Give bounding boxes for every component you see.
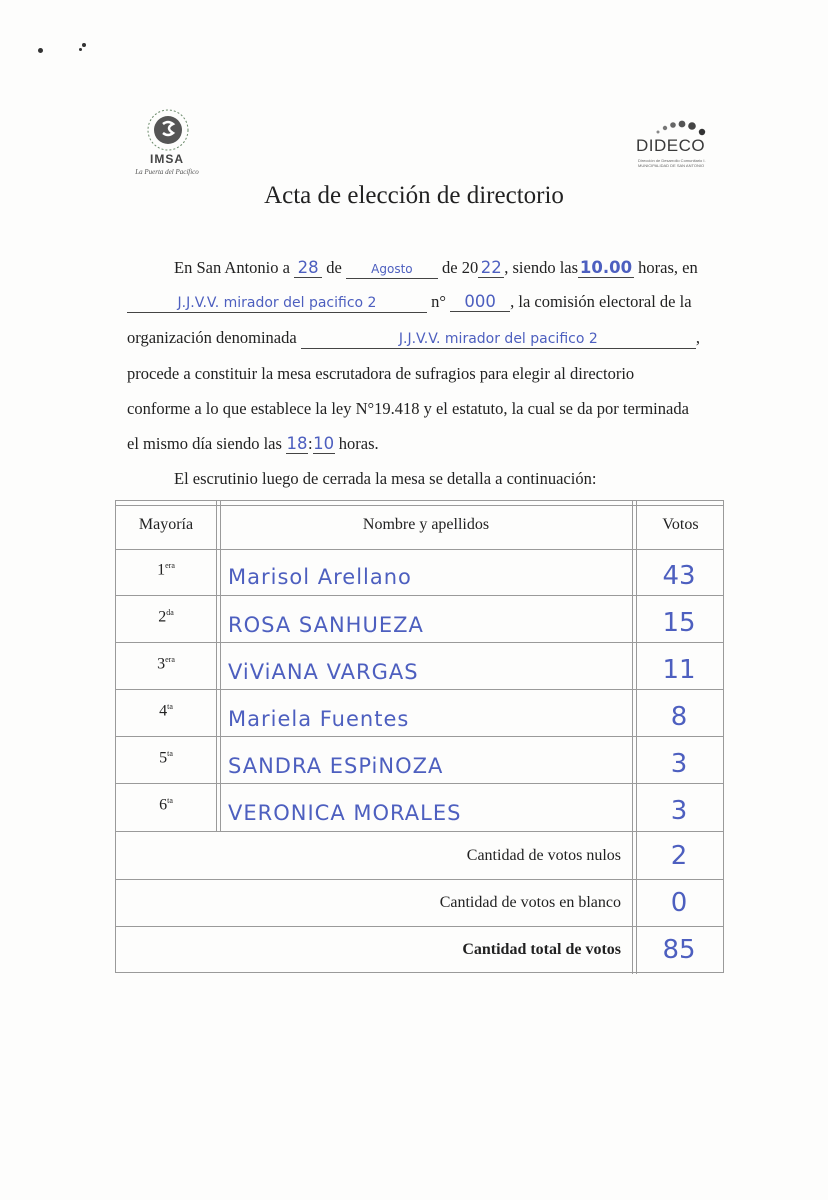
month-field: Agosto: [346, 260, 438, 279]
vote-count: 3: [670, 796, 688, 826]
rank-cell: $4^{ta}$: [159, 702, 173, 720]
year-field: 22: [478, 259, 504, 278]
rule: [116, 736, 723, 737]
day-field: 28: [294, 259, 322, 278]
candidate-name: SANDRA ESPiNOZA: [228, 754, 444, 778]
dideco-name: DIDECO: [636, 136, 706, 155]
dideco-dots-icon: [652, 118, 712, 138]
end-hour-field: 18: [286, 434, 308, 453]
results-table: [115, 500, 724, 973]
line-3: organización denominada J.J.V.V. mirador del pacifico 2 ,: [127, 328, 700, 347]
blank-votes-label: Cantidad de votos en blanco: [439, 894, 621, 911]
null-votes-value: 2: [670, 841, 688, 871]
line-1: En San Antonio a 28 de Agosto de 20 22 , siendo las 10.00 horas, en: [174, 258, 698, 277]
candidate-name: Marisol Arellano: [228, 565, 412, 589]
dideco-subtitle: Dirección de Desarrollo Comunitario I. MUNICIPALIDAD DE SAN ANTONIO: [638, 158, 706, 168]
candidate-name: ROSA SANHUEZA: [228, 613, 424, 637]
organization-field: J.J.V.V. mirador del pacifico 2: [301, 330, 696, 349]
line-4: procede a constituir la mesa escrutadora de sufragios para elegir al directorio: [127, 364, 635, 383]
scan-specks: [30, 40, 100, 60]
rule: [116, 689, 723, 690]
rule: [216, 501, 217, 831]
document-title: Acta de elección de directorio: [264, 182, 564, 209]
total-votes-label: Cantidad total de votos: [462, 941, 621, 958]
end-minute-field: 10: [313, 434, 335, 453]
candidate-name: VERONICA MORALES: [228, 801, 462, 825]
rule: [116, 831, 723, 832]
number-field: 000: [450, 293, 510, 312]
rule: [116, 505, 723, 506]
imsa-tagline: La Puerta del Pacífico: [135, 168, 199, 176]
vote-count: 3: [670, 749, 688, 779]
rule: [116, 549, 723, 550]
vote-count: 8: [670, 702, 688, 732]
rank-cell: $2^{da}$: [158, 608, 174, 626]
rule: [116, 595, 723, 596]
imsa-emblem-icon: [146, 108, 190, 152]
rule: [220, 501, 221, 831]
header-name: Nombre y apellidos: [362, 516, 490, 533]
rule: [116, 642, 723, 643]
rule: [632, 501, 633, 974]
vote-count: 43: [662, 561, 696, 591]
scrutiny-intro: El escrutinio luego de cerrada la mesa se detalla a continuación:: [174, 469, 597, 488]
line-5: conforme a lo que establece la ley N°19.418 y el estatuto, la cual se da por terminada: [127, 399, 689, 418]
line-6: el mismo día siendo las 18:10 horas.: [127, 434, 379, 453]
rank-cell: $3^{era}$: [157, 655, 175, 673]
place-field: J.J.V.V. mirador del pacifico 2: [127, 294, 427, 313]
rule: [116, 879, 723, 880]
null-votes-label: Cantidad de votos nulos: [466, 847, 621, 864]
dideco-logo: [632, 118, 718, 178]
imsa-logo: [122, 108, 212, 180]
rank-cell: $5^{ta}$: [159, 749, 173, 767]
blank-votes-value: 0: [670, 888, 688, 918]
candidate-name: ViViANA VARGAS: [228, 660, 419, 684]
imsa-name: IMSA: [150, 152, 184, 166]
header-rank: Mayoría: [138, 516, 194, 533]
total-votes-value: 85: [662, 935, 696, 965]
candidate-name: Mariela Fuentes: [228, 707, 410, 731]
rule: [116, 926, 723, 927]
start-time-field: 10.00: [579, 258, 633, 277]
rank-cell: $6^{ta}$: [159, 796, 173, 814]
vote-count: 15: [662, 608, 696, 638]
rule: [116, 783, 723, 784]
rank-cell: $1^{era}$: [157, 561, 175, 579]
line-2: J.J.V.V. mirador del pacifico 2 n° 000 , la comisión electoral de la: [127, 292, 692, 313]
header-votes: Votos: [662, 516, 699, 533]
vote-count: 11: [662, 655, 696, 685]
